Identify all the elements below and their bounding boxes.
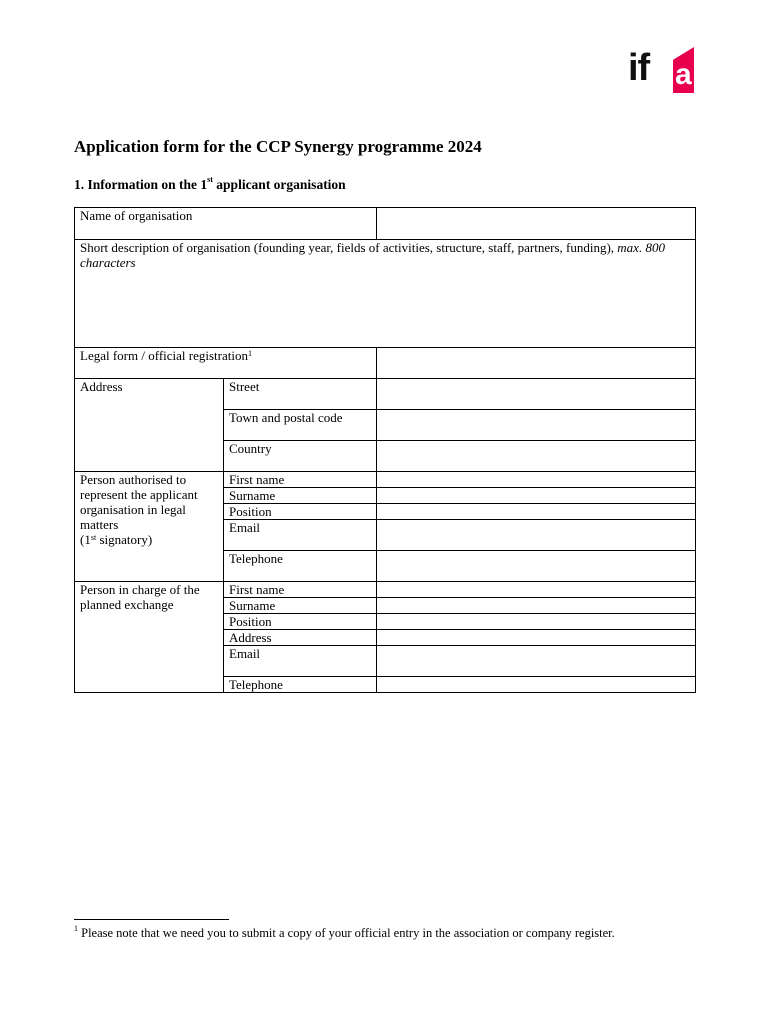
- signatory-surname-label: Surname: [224, 488, 377, 504]
- exchange-address-field[interactable]: [377, 630, 696, 646]
- legal-form-field[interactable]: [377, 348, 696, 379]
- signatory-email-label: Email: [224, 520, 377, 551]
- exchange-contact-label: Person in charge of the planned exchange: [75, 582, 224, 693]
- section-heading: [74, 177, 346, 193]
- footnote-separator: [74, 919, 229, 920]
- legal-form-label: [75, 348, 377, 379]
- address-street-label: Street: [224, 379, 377, 410]
- footnote-text: Please note that we need you to submit a copy of your official entry in the association or company register.: [78, 926, 615, 940]
- signatory-label-suffix: signatory): [96, 532, 153, 547]
- legal-form-label-text: Legal form / official registration: [80, 348, 248, 363]
- signatory-telephone-field[interactable]: [377, 551, 696, 582]
- table-row: [75, 240, 696, 348]
- table-row: [75, 208, 696, 240]
- address-town-label: Town and postal code: [224, 410, 377, 441]
- short-description-limit: max. 800 characters: [80, 240, 665, 270]
- exchange-email-field[interactable]: [377, 646, 696, 677]
- section-heading-sup: st: [207, 175, 213, 184]
- logo-box-letter: a: [675, 58, 692, 91]
- name-of-organisation-label: Name of organisation: [75, 208, 377, 240]
- table-row: [75, 348, 696, 379]
- exchange-telephone-field[interactable]: [377, 677, 696, 693]
- address-town-field[interactable]: [377, 410, 696, 441]
- exchange-first-name-field[interactable]: [377, 582, 696, 598]
- signatory-label-text: Person authorised to represent the applicant organisation in legal matters: [80, 472, 198, 532]
- section-heading-prefix: 1. Information on the 1: [74, 177, 208, 192]
- exchange-address-label: Address: [224, 630, 377, 646]
- signatory-telephone-label: Telephone: [224, 551, 377, 582]
- signatory-surname-field[interactable]: [377, 488, 696, 504]
- signatory-label: [75, 472, 224, 582]
- signatory-first-name-label: First name: [224, 472, 377, 488]
- ifa-logo: [628, 44, 698, 94]
- address-street-field[interactable]: [377, 379, 696, 410]
- exchange-first-name-label: First name: [224, 582, 377, 598]
- table-row: [75, 379, 696, 410]
- signatory-label-sup: st: [90, 533, 97, 542]
- signatory-first-name-field[interactable]: [377, 472, 696, 488]
- exchange-email-label: Email: [224, 646, 377, 677]
- footnote-reference: 1: [247, 349, 252, 358]
- address-country-field[interactable]: [377, 441, 696, 472]
- signatory-email-field[interactable]: [377, 520, 696, 551]
- address-label: Address: [75, 379, 224, 472]
- short-description-label: Short description of organisation (founding year, fields of activities, structure, staff, partners, funding),: [80, 240, 618, 255]
- short-description-cell[interactable]: [75, 240, 696, 348]
- footnote-mark: 1: [74, 924, 78, 933]
- applicant-information-table: [74, 207, 696, 693]
- name-of-organisation-field[interactable]: [377, 208, 696, 240]
- exchange-telephone-label: Telephone: [224, 677, 377, 693]
- logo-text: if: [628, 47, 650, 89]
- signatory-position-field[interactable]: [377, 504, 696, 520]
- table-row: [75, 582, 696, 598]
- footnote: [74, 926, 615, 941]
- signatory-position-label: Position: [224, 504, 377, 520]
- section-heading-suffix: applicant organisation: [212, 177, 346, 192]
- signatory-label-prefix: (1: [80, 532, 91, 547]
- exchange-surname-field[interactable]: [377, 598, 696, 614]
- exchange-surname-label: Surname: [224, 598, 377, 614]
- page-title: Application form for the CCP Synergy programme 2024: [74, 137, 482, 156]
- table-row: [75, 472, 696, 488]
- address-country-label: Country: [224, 441, 377, 472]
- exchange-position-field[interactable]: [377, 614, 696, 630]
- exchange-position-label: Position: [224, 614, 377, 630]
